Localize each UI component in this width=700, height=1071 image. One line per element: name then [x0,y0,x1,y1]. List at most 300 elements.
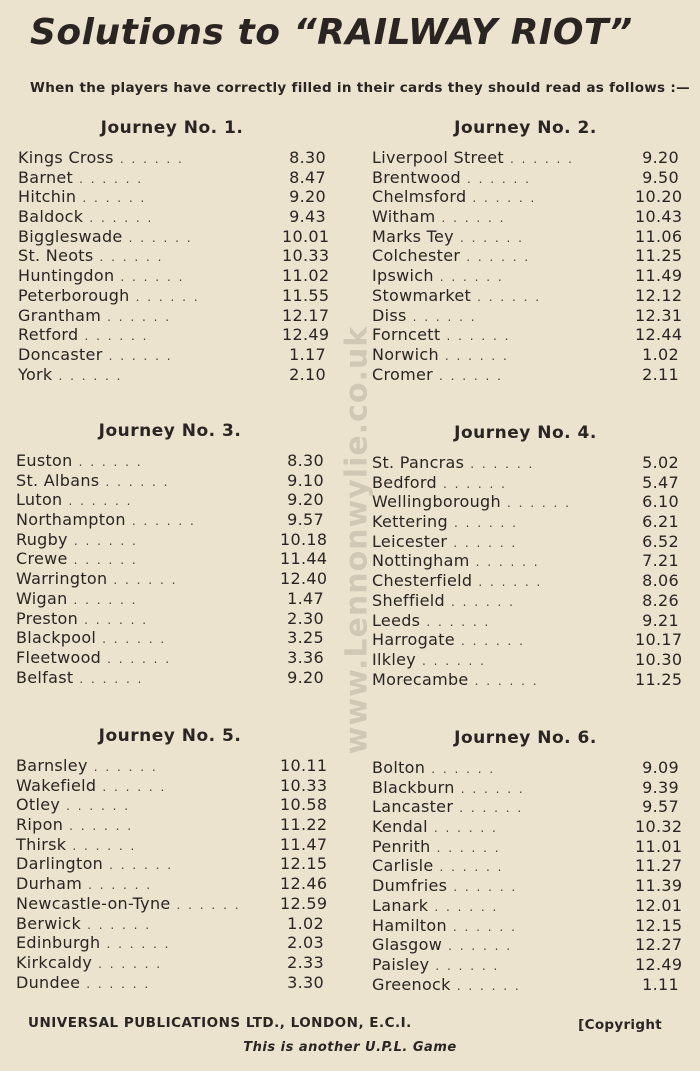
station-name: Bedford [372,472,437,492]
station-name: Hamilton [372,915,447,935]
timetable-row [18,168,326,188]
dot-leader: . . . . . . [444,348,509,363]
dot-leader: . . . . . . [102,779,167,794]
arrival-time: 11.55 [282,285,330,305]
arrival-time: 8.26 [642,590,679,610]
station-name: Berwick [16,913,82,933]
timetable-row [16,795,328,815]
arrival-time: 8.30 [289,148,326,167]
station-name: Bolton [372,758,426,777]
station-name: Harrogate [372,630,455,650]
station-name: Barnsley [16,756,88,775]
copyright-text: [Copyright [578,1017,662,1033]
tagline-text: This is another U.P.L. Game [243,1040,457,1055]
arrival-time: 9.39 [642,777,679,797]
arrival-time: 11.27 [635,856,683,876]
station-name: Diss [372,305,407,325]
timetable-row [16,529,328,550]
dot-leader: . . . . . . [509,152,574,166]
timetable-row [16,490,324,510]
station-name: Kirkcaldy [16,952,93,972]
dot-leader: . . . . . . [435,958,500,973]
arrival-time: 6.10 [642,492,679,512]
dot-leader: . . . . . . [73,553,138,568]
dot-leader: . . . . . . [108,348,173,363]
dot-leader: . . . . . . [475,555,540,570]
timetable-row [16,874,328,894]
station-name: Kettering [372,512,448,532]
station-name: Chelmsford [372,187,467,207]
dot-leader: . . . . . . [69,819,134,834]
dot-leader: . . . . . . [441,211,506,226]
dot-leader: . . . . . . [452,919,517,934]
timetable-row [18,187,326,207]
timetable-row [372,876,683,896]
arrival-time: 3.36 [287,647,324,667]
dot-leader: . . . . . . [73,592,138,607]
arrival-time: 9.20 [287,667,324,687]
timetable-row [18,226,330,247]
timetable-row [372,836,683,857]
timetable-row [372,591,679,611]
arrival-time: 10.20 [635,187,683,207]
timetable-row [16,893,328,914]
journey-4 [372,423,683,689]
dot-leader: . . . . . . [434,899,499,914]
dot-leader: . . . . . . [78,455,143,469]
station-name: Peterborough [18,285,130,305]
dot-leader: . . . . . . [477,289,542,304]
journey-rows [16,451,328,687]
timetable-row [372,669,683,690]
timetable-row [16,451,324,471]
station-name: Biggleswade [18,226,123,246]
station-name: Belfast [16,667,74,687]
arrival-time: 2.30 [287,608,324,628]
dot-leader: . . . . . . [453,880,518,895]
arrival-time: 10.11 [280,756,328,775]
arrival-time: 7.21 [642,551,679,571]
timetable-row [16,914,324,934]
dot-leader: . . . . . . [506,496,571,511]
timetable-row [18,285,330,306]
timetable-row [372,345,679,365]
dot-leader: . . . . . . [472,191,537,206]
timetable-row [372,895,683,916]
timetable-row [16,933,324,953]
arrival-time: 9.21 [642,610,679,630]
dot-leader: . . . . . . [113,573,178,588]
journey-3 [16,421,328,687]
dot-leader: . . . . . . [58,368,123,383]
arrival-time: 3.25 [287,628,324,648]
dot-leader: . . . . . . [135,289,200,304]
timetable-row [372,305,683,326]
station-name: Ripon [16,815,64,835]
arrival-time: 1.02 [642,344,679,364]
station-name: Kings Cross [18,148,114,167]
timetable-row [372,473,679,493]
dot-leader: . . . . . . [439,270,504,285]
journey-2 [372,118,683,384]
dot-leader: . . . . . . [451,594,515,609]
dot-leader: . . . . . . [107,651,172,666]
station-name: St. Pancras [372,453,465,472]
dot-leader: . . . . . . [422,653,486,668]
timetable-row [372,207,683,227]
arrival-time: 11.02 [282,266,330,286]
dot-leader: . . . . . . [88,878,153,893]
dot-leader: . . . . . . [79,671,144,686]
arrival-time: 2.10 [289,364,326,384]
timetable-row [16,471,324,491]
timetable-row [372,611,679,631]
arrival-time: 12.12 [635,285,683,305]
station-name: Rugby [16,529,68,549]
timetable-row [372,187,683,207]
dot-leader: . . . . . . [459,801,524,816]
timetable-row [372,975,679,995]
arrival-time: 11.06 [635,226,683,246]
arrival-time: 11.49 [635,266,683,286]
timetable-row [16,854,328,874]
arrival-time: 6.21 [642,512,679,532]
arrival-time: 5.02 [642,453,679,472]
station-name: Luton [16,490,63,510]
instructions-text: When the players have correctly filled in their cards they should read as follows :— [30,80,690,96]
dot-leader: . . . . . . [87,917,152,932]
journey-rows [372,758,683,994]
arrival-time: 12.31 [635,305,683,325]
dot-leader: . . . . . . [131,514,196,529]
arrival-time: 9.43 [289,207,326,227]
timetable-row [372,856,683,876]
dot-leader: . . . . . . [84,612,149,627]
timetable-row [16,815,328,835]
station-name: Lanark [372,895,429,915]
timetable-row [372,246,683,266]
arrival-time: 12.44 [635,325,683,345]
arrival-time: 10.01 [282,226,330,246]
arrival-time: 12.17 [282,305,330,325]
arrival-time: 12.49 [635,954,683,974]
timetable-row [18,365,326,385]
station-name: Cromer [372,364,433,384]
station-name: Euston [16,451,73,470]
station-name: Crewe [16,549,68,569]
dot-leader: . . . . . . [460,634,525,649]
station-name: Nottingham [372,551,470,571]
arrival-time: 12.59 [280,893,328,913]
arrival-time: 11.39 [635,876,683,896]
arrival-time: 10.43 [635,207,683,227]
timetable-row [372,512,679,532]
timetable-row [16,589,324,609]
arrival-time: 10.32 [635,817,683,837]
timetable-row [372,571,679,591]
timetable-row [372,365,679,385]
dot-leader: . . . . . . [120,270,185,285]
arrival-time: 2.33 [287,952,324,972]
timetable-row [372,551,679,571]
timetable-row [18,345,326,365]
dot-leader: . . . . . . [82,191,147,206]
station-name: Fleetwood [16,647,102,667]
journey-rows [18,148,330,384]
timetable-row [372,817,683,837]
station-name: Thirsk [16,834,67,854]
timetable-row [372,325,683,345]
arrival-time: 1.47 [287,588,324,608]
timetable-row [18,305,330,326]
dot-leader: . . . . . . [453,535,518,550]
station-name: Preston [16,608,79,628]
dot-leader: . . . . . . [93,760,158,774]
arrival-time: 12.40 [280,569,328,589]
timetable-row [372,935,683,955]
dot-leader: . . . . . . [119,152,184,166]
station-name: Darlington [16,854,104,874]
arrival-time: 11.01 [635,836,683,856]
journey-title: Journey No. 5. [98,726,242,746]
arrival-time: 12.15 [635,915,683,935]
timetable-row [16,668,324,688]
journey-title: Journey No. 4. [454,423,597,443]
dot-leader: . . . . . . [448,939,513,954]
station-name: Retford [18,325,79,345]
station-name: Doncaster [18,344,103,364]
dot-leader: . . . . . . [89,211,154,226]
dot-leader: . . . . . . [106,937,171,952]
timetable-row [16,756,328,776]
dot-leader: . . . . . . [478,575,543,590]
journey-title: Journey No. 1. [100,118,244,138]
station-name: Carlisle [372,856,434,876]
dot-leader: . . . . . . [446,329,511,344]
dot-leader: . . . . . . [466,171,531,186]
station-name: Otley [16,795,61,815]
station-name: Grantham [18,305,102,325]
arrival-time: 8.06 [642,571,679,591]
timetable-row [372,453,679,473]
timetable-row [372,266,683,286]
station-name: Liverpool Street [372,148,504,167]
dot-leader: . . . . . . [439,368,503,383]
timetable-row [372,492,679,512]
station-name: Wakefield [16,775,97,795]
arrival-time: 2.11 [642,364,679,384]
dot-leader: . . . . . . [466,250,531,265]
station-name: Morecambe [372,669,469,689]
arrival-time: 10.30 [635,649,683,669]
arrival-time: 12.27 [635,935,683,955]
station-name: Sheffield [372,590,445,610]
arrival-time: 9.57 [287,510,324,530]
station-name: Leeds [372,610,421,630]
dot-leader: . . . . . . [109,858,174,873]
station-name: Wellingborough [372,492,501,512]
arrival-time: 3.30 [287,972,324,992]
arrival-time: 9.57 [642,797,679,817]
journey-rows [372,453,683,689]
timetable-row [372,148,679,168]
arrival-time: 10.18 [280,529,328,549]
timetable-row [372,649,683,670]
arrival-time: 9.20 [289,187,326,207]
journey-title: Journey No. 3. [98,421,242,441]
arrival-time: 12.01 [635,895,683,915]
dot-leader: . . . . . . [68,494,133,509]
timetable-row [372,630,683,650]
arrival-time: 8.30 [287,451,324,470]
timetable-row [16,609,324,629]
timetable-row [16,834,328,855]
dot-leader: . . . . . . [436,840,501,855]
timetable-row [372,954,683,975]
station-name: Baldock [18,207,84,227]
journey-title: Journey No. 6. [454,728,597,748]
station-name: Blackpool [16,628,97,648]
timetable-row [18,325,330,345]
station-name: Dumfries [372,876,448,896]
station-name: Paisley [372,954,430,974]
arrival-time: 11.47 [280,834,328,854]
dot-leader: . . . . . . [176,897,241,912]
dot-leader: . . . . . . [98,956,163,971]
dot-leader: . . . . . . [107,309,172,324]
station-name: Blackburn [372,777,455,797]
arrival-time: 8.47 [289,167,326,187]
dot-leader: . . . . . . [86,976,151,991]
page-title: Solutions to “RAILWAY RIOT” [30,12,633,53]
arrival-time: 11.25 [635,246,683,266]
dot-leader: . . . . . . [459,230,524,245]
dot-leader: . . . . . . [102,632,167,647]
station-name: Edinburgh [16,933,101,953]
dot-leader: . . . . . . [460,781,525,796]
station-name: Brentwood [372,167,461,187]
station-name: Hitchin [18,187,77,207]
timetable-row [18,148,326,168]
station-name: Leicester [372,531,448,551]
dot-leader: . . . . . . [474,673,539,688]
journey-1 [18,118,330,384]
dot-leader: . . . . . . [431,762,496,776]
dot-leader: . . . . . . [73,533,138,548]
arrival-time: 12.49 [282,325,330,345]
timetable-row [16,775,328,796]
journey-rows [372,148,683,384]
station-name: St. Neots [18,246,94,266]
arrival-time: 10.17 [635,630,683,650]
station-name: York [18,364,53,384]
station-name: Dundee [16,972,81,992]
station-name: Norwich [372,344,439,364]
station-name: Forncett [372,325,441,345]
arrival-time: 11.22 [280,815,328,835]
journey-6 [372,728,683,994]
dot-leader: . . . . . . [433,821,498,836]
journey-title: Journey No. 2. [454,118,597,138]
dot-leader: . . . . . . [442,476,507,491]
dot-leader: . . . . . . [439,860,504,875]
station-name: Greenock [372,974,451,994]
dot-leader: . . . . . . [412,309,477,324]
dot-leader: . . . . . . [79,171,144,186]
station-name: Chesterfield [372,571,473,591]
station-name: Kendal [372,817,428,837]
timetable-row [18,207,326,227]
dot-leader: . . . . . . [72,838,137,853]
arrival-time: 1.11 [642,974,679,994]
arrival-time: 9.20 [642,148,679,167]
station-name: St. Albans [16,470,100,490]
arrival-time: 6.52 [642,531,679,551]
dot-leader: . . . . . . [84,329,149,344]
arrival-time: 11.25 [635,669,683,689]
station-name: Ilkley [372,649,416,669]
arrival-time: 10.33 [282,246,330,266]
station-name: Stowmarket [372,285,472,305]
arrival-time: 9.50 [642,167,679,187]
timetable-row [372,915,683,936]
dot-leader: . . . . . . [453,516,518,531]
station-name: Colchester [372,246,461,266]
timetable-row [372,778,679,798]
arrival-time: 10.33 [280,775,328,795]
station-name: Lancaster [372,797,454,817]
timetable-row [372,168,679,188]
arrival-time: 2.03 [287,933,324,953]
timetable-row [372,797,679,817]
timetable-row [16,510,324,530]
timetable-row [16,628,324,648]
timetable-row [16,973,324,993]
arrival-time: 9.10 [287,470,324,490]
station-name: Newcastle-on-Tyne [16,893,171,913]
dot-leader: . . . . . . [66,799,131,814]
timetable-row [372,226,683,247]
station-name: Penrith [372,836,431,856]
station-name: Barnet [18,167,74,187]
arrival-time: 9.20 [287,490,324,510]
timetable-row [18,266,330,286]
station-name: Glasgow [372,935,443,955]
timetable-row [372,285,683,306]
timetable-row [18,246,330,266]
arrival-time: 11.44 [280,549,328,569]
station-name: Northampton [16,510,126,530]
timetable-row [372,532,679,552]
watermark: www.Lennonwylie.co.uk [339,325,375,755]
station-name: Warrington [16,569,108,589]
arrival-time: 5.47 [642,472,679,492]
dot-leader: . . . . . . [470,457,535,471]
arrival-time: 10.58 [280,795,328,815]
timetable-row [16,549,328,569]
publisher-text: UNIVERSAL PUBLICATIONS LTD., LONDON, E.C.I. [28,1015,412,1031]
timetable-row [372,758,679,778]
timetable-row [16,953,324,973]
station-name: Ipswich [372,266,434,286]
dot-leader: . . . . . . [99,250,164,265]
arrival-time: 12.46 [280,874,328,894]
timetable-row [16,648,324,668]
timetable-row [16,569,328,589]
station-name: Huntingdon [18,266,115,286]
dot-leader: . . . . . . [105,474,170,489]
arrival-time: 1.02 [287,913,324,933]
